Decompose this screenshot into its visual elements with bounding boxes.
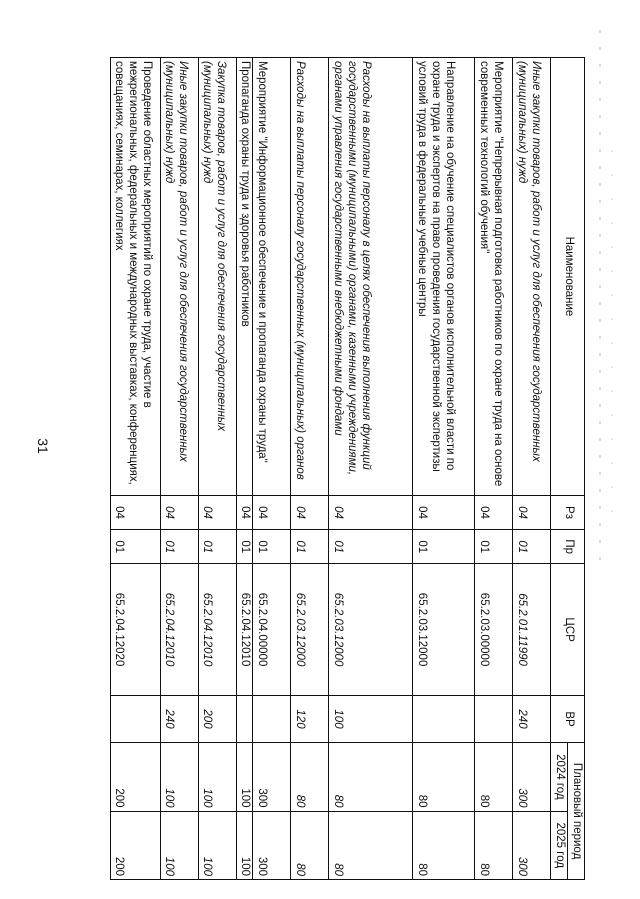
cell-2025: 200 <box>110 811 160 879</box>
cell-csr: 65.2.03.12000 <box>329 564 413 696</box>
table-row <box>110 58 160 880</box>
cell-2024: 300 <box>253 743 291 811</box>
rotated-page-content <box>112 57 585 880</box>
cell-pr: 01 <box>475 530 513 564</box>
cell-2024: 80 <box>475 743 513 811</box>
cell-name: Мероприятие "Непрерывная подготовка работников по охране труда на основе современных технологий обучения" <box>475 58 513 496</box>
cell-2025: 100 <box>198 811 236 879</box>
cell-csr: 65.2.03.12000 <box>413 564 475 696</box>
table-row <box>236 58 253 880</box>
cell-2025: 80 <box>475 811 513 879</box>
table-row <box>513 58 551 880</box>
cell-pr: 01 <box>198 530 236 564</box>
header-year-2025: 2025 год <box>551 811 568 879</box>
cell-vr: 200 <box>198 695 236 742</box>
cell-pr: 01 <box>160 530 198 564</box>
cell-csr: 65.2.03.00000 <box>475 564 513 696</box>
cell-name: Расходы на выплаты персоналу в целях обеспечения выполнения функций государственными (муниципальными) органами, казенными учреждениями, органами управления государственными внебюджетными фондами <box>329 58 413 496</box>
cell-2025: 80 <box>329 811 413 879</box>
cell-csr: 65.2.01.11990 <box>513 564 551 696</box>
cell-2024: 100 <box>198 743 236 811</box>
header-rz: Рз <box>551 495 585 529</box>
cell-csr: 65.2.04.00000 <box>253 564 291 696</box>
cell-rz: 04 <box>291 495 329 529</box>
cell-name: Пропаганда охраны труда и здоровья работников <box>236 58 253 496</box>
header-vr: ВР <box>551 695 585 742</box>
cell-vr <box>110 695 160 742</box>
header-pr: Пр <box>551 530 585 564</box>
cell-2024: 100 <box>160 743 198 811</box>
cell-pr: 01 <box>413 530 475 564</box>
cell-vr: 240 <box>160 695 198 742</box>
cell-pr: 01 <box>253 530 291 564</box>
table-row <box>475 58 513 880</box>
cell-2024: 80 <box>291 743 329 811</box>
cell-name: Проведение областных мероприятий по охране труда, участие в межрегиональных, федеральных и международных выставках, конференциях, совещаниях, семинарах, коллегиях <box>110 58 160 496</box>
table-row <box>253 58 291 880</box>
table-header <box>551 58 585 880</box>
cell-2024: 200 <box>110 743 160 811</box>
cell-csr: 65.2.04.12020 <box>110 564 160 696</box>
cell-rz: 04 <box>513 495 551 529</box>
table-row <box>329 58 413 880</box>
cell-2025: 300 <box>513 811 551 879</box>
cell-2025: 80 <box>413 811 475 879</box>
cell-rz: 04 <box>253 495 291 529</box>
cell-rz: 04 <box>475 495 513 529</box>
cell-rz: 04 <box>413 495 475 529</box>
budget-table <box>110 57 585 880</box>
cell-name: Направление на обучение специалистов органов исполнительной власти по охране труда и экспертов на право проведения государственной экспертизы условий труда в федеральные учебные центры <box>413 58 475 496</box>
cell-pr: 01 <box>513 530 551 564</box>
cell-csr: 65.2.03.12000 <box>291 564 329 696</box>
table-row <box>291 58 329 880</box>
cell-name: Мероприятие "Информационное обеспечение и пропаганда охраны труда" <box>253 58 291 496</box>
table-body <box>110 58 551 880</box>
cell-rz: 04 <box>160 495 198 529</box>
cell-vr <box>413 695 475 742</box>
cell-2024: 80 <box>329 743 413 811</box>
cell-csr: 65.2.04.12010 <box>198 564 236 696</box>
cell-pr: 01 <box>329 530 413 564</box>
header-planned-period: Плановый период <box>568 743 585 880</box>
header-name: Наименование <box>551 58 585 496</box>
cell-rz: 04 <box>198 495 236 529</box>
cell-2024: 300 <box>513 743 551 811</box>
cell-rz: 04 <box>329 495 413 529</box>
cell-csr: 65.2.04.12010 <box>160 564 198 696</box>
cell-pr: 01 <box>110 530 160 564</box>
cell-pr: 01 <box>236 530 253 564</box>
cell-2025: 300 <box>253 811 291 879</box>
cell-csr: 65.2.04.12010 <box>236 564 253 696</box>
cell-2025: 100 <box>160 811 198 879</box>
cell-vr <box>253 695 291 742</box>
table-row <box>413 58 475 880</box>
cell-name: Иные закупки товаров, работ и услуг для обеспечения государственных (муниципальных) нужд <box>513 58 551 496</box>
cell-pr: 01 <box>291 530 329 564</box>
cell-vr <box>236 695 253 742</box>
cell-rz: 04 <box>236 495 253 529</box>
cell-name: Закупка товаров, работ и услуг для обеспечения государственных (муниципальных) нужд <box>198 58 236 496</box>
cell-2025: 100 <box>236 811 253 879</box>
cell-name: Расходы на выплаты персоналу государственных (муниципальных) органов <box>291 58 329 496</box>
cell-vr: 100 <box>329 695 413 742</box>
cell-2024: 80 <box>413 743 475 811</box>
table-row <box>198 58 236 880</box>
cell-vr: 120 <box>291 695 329 742</box>
header-year-2024: 2024 год <box>551 743 568 811</box>
cell-2025: 80 <box>291 811 329 879</box>
cell-vr <box>475 695 513 742</box>
cell-name: Иные закупки товаров, работ и услуг для обеспечения государственных (муниципальных) нужд <box>160 58 198 496</box>
table-row <box>160 58 198 880</box>
cell-vr: 240 <box>513 695 551 742</box>
page-number: 31 <box>35 438 51 454</box>
cell-rz: 04 <box>110 495 160 529</box>
cell-2024: 100 <box>236 743 253 811</box>
header-csr: ЦСР <box>551 564 585 696</box>
